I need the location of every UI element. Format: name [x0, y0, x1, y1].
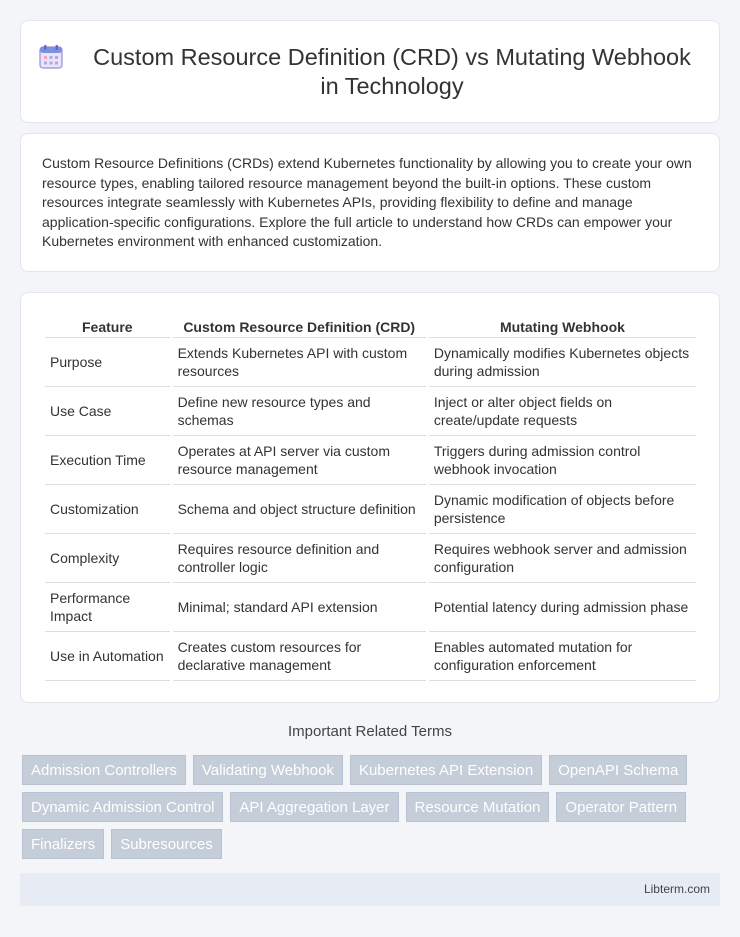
tag-dynamic-admission-control[interactable]: Dynamic Admission Control — [22, 792, 223, 822]
row-feature: Execution Time — [45, 436, 170, 485]
tag-openapi-schema[interactable]: OpenAPI Schema — [549, 755, 687, 785]
table-row — [45, 632, 696, 681]
table-row — [45, 436, 696, 485]
row-feature: Customization — [45, 485, 170, 534]
footer-brand[interactable]: Libterm.com — [643, 882, 710, 896]
row-feature: Purpose — [45, 338, 170, 387]
table-row — [45, 583, 696, 632]
tag-api-aggregation-layer[interactable]: API Aggregation Layer — [230, 792, 398, 822]
row-webhook: Dynamically modifies Kubernetes objects during admission — [429, 338, 696, 387]
row-webhook: Triggers during admission control webhook invocation — [429, 436, 696, 485]
intro-card — [20, 133, 720, 272]
title-wrap — [21, 21, 719, 122]
tag-kubernetes-api-extension[interactable]: Kubernetes API Extension — [350, 755, 542, 785]
header-webhook: Mutating Webhook — [429, 316, 696, 338]
tag-resource-mutation[interactable]: Resource Mutation — [406, 792, 550, 822]
row-feature: Use in Automation — [45, 632, 170, 681]
table-row — [45, 485, 696, 534]
related-terms-title: Important Related Terms — [288, 723, 452, 740]
row-crd: Extends Kubernetes API with custom resources — [173, 338, 426, 387]
row-crd: Operates at API server via custom resource management — [173, 436, 426, 485]
comparison-table — [42, 316, 699, 681]
tag-finalizers[interactable]: Finalizers — [22, 829, 104, 859]
title-card — [20, 20, 720, 123]
row-feature: Complexity — [45, 534, 170, 583]
row-crd: Minimal; standard API extension — [173, 583, 426, 632]
row-feature: Performance Impact — [45, 583, 170, 632]
table-header-row — [45, 316, 696, 338]
header-feature: Feature — [45, 316, 170, 338]
table-row — [45, 387, 696, 436]
row-crd: Define new resource types and schemas — [173, 387, 426, 436]
calendar-icon — [38, 44, 64, 70]
row-webhook: Inject or alter object fields on create/update requests — [429, 387, 696, 436]
row-webhook: Requires webhook server and admission configuration — [429, 534, 696, 583]
tag-operator-pattern[interactable]: Operator Pattern — [556, 792, 686, 822]
comparison-card — [20, 292, 720, 703]
header-crd: Custom Resource Definition (CRD) — [173, 316, 426, 338]
row-webhook: Potential latency during admission phase — [429, 583, 696, 632]
related-tags — [22, 755, 722, 866]
tag-admission-controllers[interactable]: Admission Controllers — [22, 755, 186, 785]
row-webhook: Dynamic modification of objects before persistence — [429, 485, 696, 534]
row-crd: Requires resource definition and controller logic — [173, 534, 426, 583]
table-row — [45, 534, 696, 583]
intro-paragraph: Custom Resource Definitions (CRDs) extend Kubernetes functionality by allowing you to create your own resource types, enabling tailored resource management beyond the built-in options. These custom resources integrate seamlessly with Kubernetes APIs, providing flexibility to define and manage application-specific configurations. Explore the full article to understand how CRDs can empower your Kubernetes environment with enhanced customization. — [42, 155, 692, 250]
row-crd: Creates custom resources for declarative management — [173, 632, 426, 681]
tag-validating-webhook[interactable]: Validating Webhook — [193, 755, 343, 785]
row-webhook: Enables automated mutation for configuration enforcement — [429, 632, 696, 681]
footer — [20, 873, 720, 906]
row-crd: Schema and object structure definition — [173, 485, 426, 534]
table-row — [45, 338, 696, 387]
row-feature: Use Case — [45, 387, 170, 436]
page-title: Custom Resource Definition (CRD) vs Mutating Webhook in Technology — [93, 43, 691, 99]
tag-subresources[interactable]: Subresources — [111, 829, 222, 859]
